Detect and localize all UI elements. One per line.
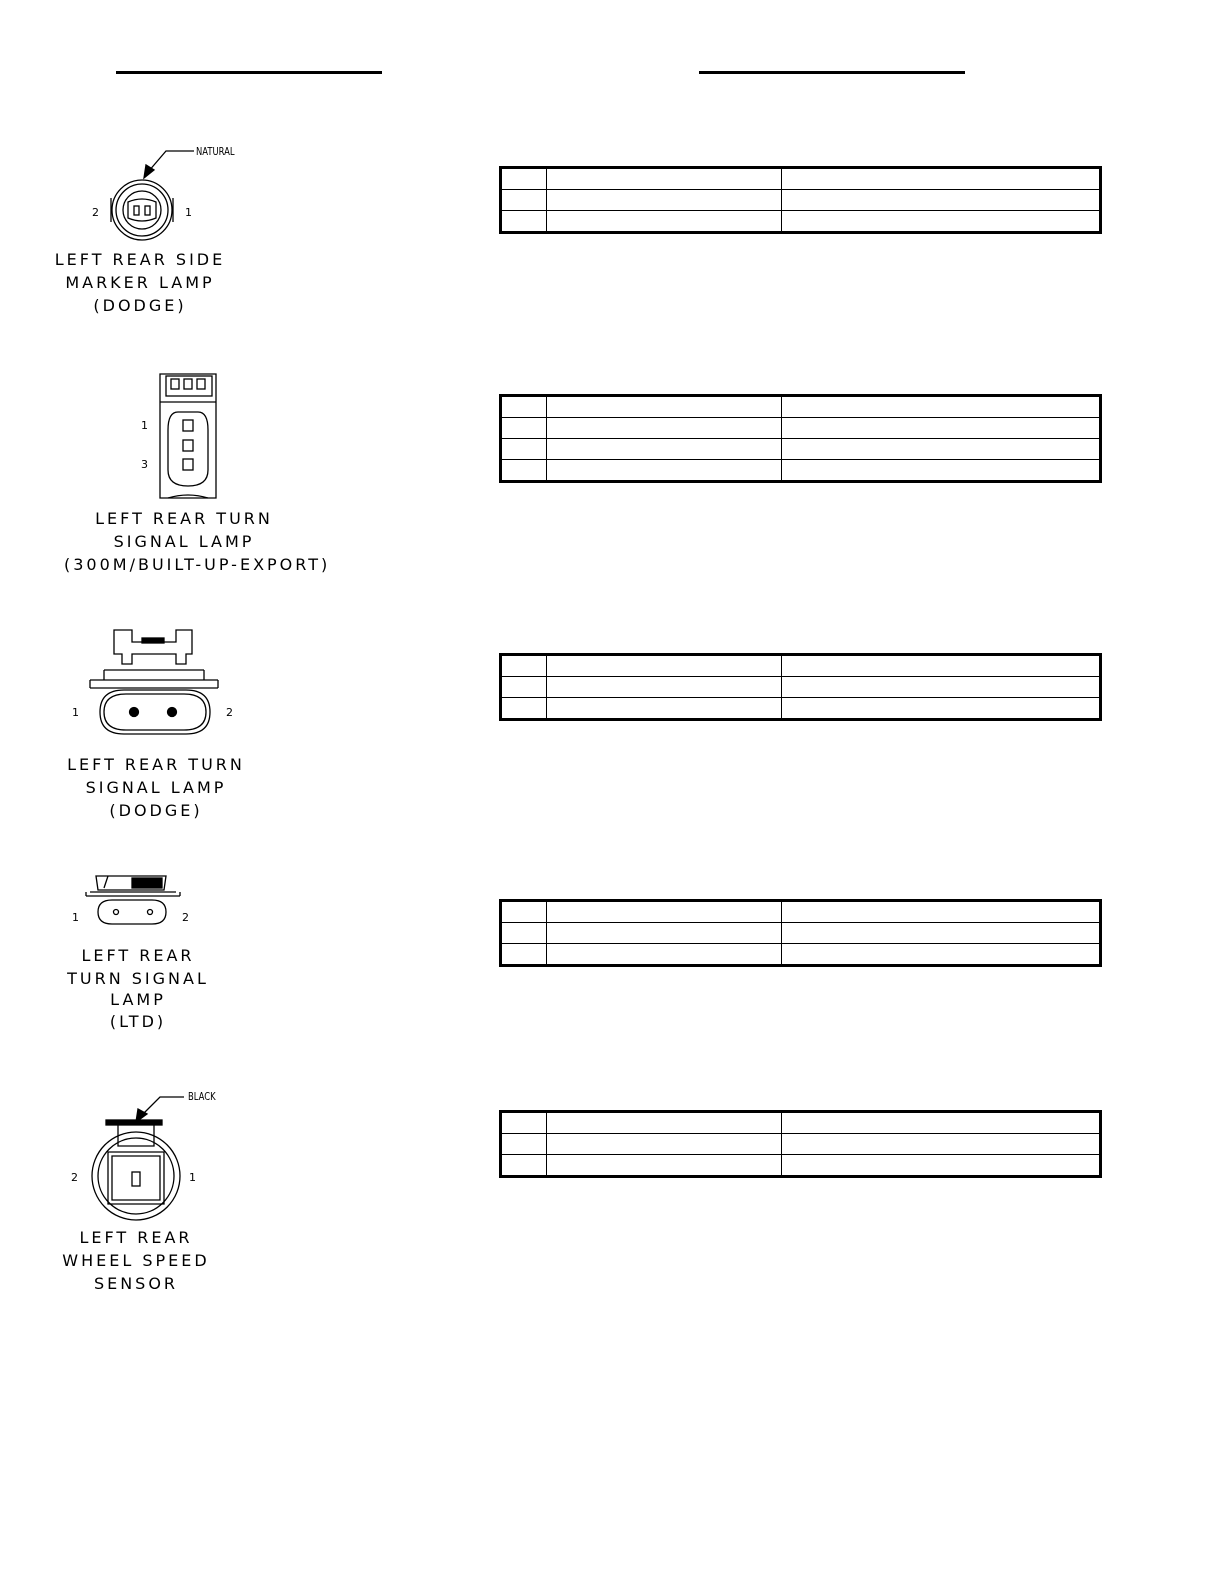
table-cell [501, 190, 547, 211]
table-cell [501, 1155, 547, 1177]
pin-number-label: 2 [226, 706, 233, 719]
table-row [501, 460, 1101, 482]
table-cell [547, 655, 782, 677]
pin-number-label: 2 [182, 911, 189, 924]
connector-title [56, 753, 256, 822]
connector-title-line: SIGNAL LAMP [85, 778, 227, 797]
wheel-speed-sensor-connector-face-icon [92, 1120, 180, 1220]
table-cell [547, 418, 782, 439]
side-marker-connector-face-icon [111, 180, 173, 240]
table-row [501, 396, 1101, 418]
pin-number-label: 1 [189, 1171, 196, 1184]
table-cell [782, 418, 1101, 439]
table-row [501, 698, 1101, 720]
table-cell [547, 439, 782, 460]
connector-title-line: LEFT REAR TURN [67, 755, 245, 774]
table-cell [547, 698, 782, 720]
table-row [501, 677, 1101, 698]
table-row [501, 655, 1101, 677]
pin-number-label: 3 [141, 458, 148, 471]
table-cell [501, 460, 547, 482]
natural-callout-arrow-icon [144, 151, 194, 178]
connector-title-line: LAMP [110, 990, 166, 1009]
table-cell [501, 923, 547, 944]
table-cell [782, 460, 1101, 482]
table-row [501, 1155, 1101, 1177]
table-row [501, 168, 1101, 190]
table-cell [547, 1155, 782, 1177]
connector-title-line: LEFT REAR [79, 1228, 193, 1247]
connector-title [40, 248, 240, 317]
table-row [501, 190, 1101, 211]
table-cell [501, 1134, 547, 1155]
table-cell [547, 460, 782, 482]
pin-number-label: 2 [92, 206, 99, 219]
table-cell [501, 901, 547, 923]
connector-title-line: (DODGE) [109, 801, 203, 820]
connector-title-line: TURN SIGNAL [67, 969, 209, 988]
table-row [501, 418, 1101, 439]
table-cell [782, 1155, 1101, 1177]
pin-table [499, 899, 1102, 967]
pin-table [499, 166, 1102, 234]
table-cell [547, 677, 782, 698]
table-cell [782, 396, 1101, 418]
connector-title [38, 944, 238, 1033]
connector-title-line: (LTD) [109, 1012, 167, 1031]
table-cell [501, 168, 547, 190]
connector-title-line: LEFT REAR [81, 946, 195, 965]
pin-number-label: 1 [72, 706, 79, 719]
connector-title-line: SIGNAL LAMP [113, 532, 255, 551]
turn-signal-dodge-connector-face-icon [90, 630, 218, 734]
table-cell [501, 418, 547, 439]
table-cell [547, 944, 782, 966]
table-cell [782, 439, 1101, 460]
table-cell [547, 168, 782, 190]
connector-title-line: (300M/BUILT-UP-EXPORT) [64, 555, 331, 574]
table-row [501, 901, 1101, 923]
pin-table [499, 653, 1102, 721]
connector-color-label: BLACK [188, 1090, 216, 1103]
table-cell [782, 901, 1101, 923]
table-cell [782, 190, 1101, 211]
connector-title-line: WHEEL SPEED [62, 1251, 210, 1270]
table-row [501, 1112, 1101, 1134]
table-cell [501, 211, 547, 233]
table-cell [782, 168, 1101, 190]
table-row [501, 944, 1101, 966]
table-cell [547, 923, 782, 944]
black-callout-arrow-icon [136, 1097, 184, 1122]
table-row [501, 211, 1101, 233]
connector-title-line: LEFT REAR TURN [95, 509, 273, 528]
pin-number-label: 1 [185, 206, 192, 219]
table-cell [501, 677, 547, 698]
connector-color-label: NATURAL [196, 145, 235, 158]
connector-title-line: (DODGE) [93, 296, 187, 315]
table-cell [501, 698, 547, 720]
table-cell [547, 211, 782, 233]
pin-number-label: 1 [141, 419, 148, 432]
turn-signal-300m-connector-face-icon [160, 374, 216, 498]
table-cell [501, 439, 547, 460]
pin-number-label: 2 [71, 1171, 78, 1184]
turn-signal-ltd-connector-face-icon [86, 876, 180, 924]
table-cell [782, 677, 1101, 698]
connector-title-line: LEFT REAR SIDE [54, 250, 226, 269]
table-cell [782, 655, 1101, 677]
table-cell [501, 396, 547, 418]
table-cell [782, 211, 1101, 233]
table-row [501, 923, 1101, 944]
table-cell [782, 944, 1101, 966]
table-cell [782, 923, 1101, 944]
table-cell [782, 698, 1101, 720]
table-cell [782, 1112, 1101, 1134]
pin-table [499, 1110, 1102, 1178]
pin-number-label: 1 [72, 911, 79, 924]
table-row [501, 1134, 1101, 1155]
table-cell [782, 1134, 1101, 1155]
table-cell [547, 190, 782, 211]
table-cell [501, 655, 547, 677]
connector-title-line: SENSOR [93, 1274, 179, 1293]
table-cell [547, 901, 782, 923]
table-cell [547, 396, 782, 418]
connector-title-line: MARKER LAMP [65, 273, 215, 292]
connector-title [36, 1226, 236, 1295]
table-cell [547, 1134, 782, 1155]
pin-table [499, 394, 1102, 483]
connector-title [64, 507, 331, 576]
table-cell [501, 944, 547, 966]
table-cell [501, 1112, 547, 1134]
table-cell [547, 1112, 782, 1134]
table-row [501, 439, 1101, 460]
